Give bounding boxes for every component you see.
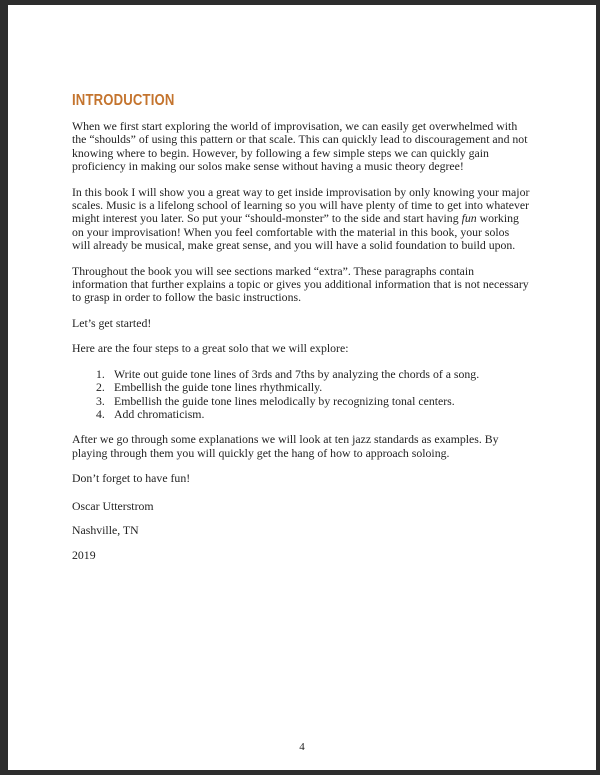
steps-list [72, 368, 530, 422]
signature-year: 2019 [72, 548, 96, 563]
paragraph-jazz-standards: After we go through some explanations we will look at ten jazz standards as examples. By playing through them you will quickly get the hang of how to approach soloing. [72, 432, 499, 460]
section-heading-text: INTRODUCTION [72, 92, 175, 109]
section-heading [72, 93, 530, 109]
page-content [72, 93, 530, 574]
list-marker: 1. [96, 366, 105, 381]
list-item-embellish-rhythmically [96, 381, 530, 394]
list-item-embellish-melodically [96, 395, 530, 408]
author-location: Nashville, TN [72, 523, 139, 538]
list-marker: 3. [96, 393, 105, 408]
list-marker: 2. [96, 380, 105, 395]
list-item-text: Embellish the guide tone lines rhythmically. [114, 380, 323, 395]
list-item-text: Add chromaticism. [114, 406, 205, 421]
signature-block [72, 500, 530, 563]
paragraph-book-overview-end: working on your improvisation! When you feel comfortable with the material in this book, your solos will already be musical, make great sense, and you will have a solid foundation to build upon. [72, 211, 519, 253]
paragraph-lets-get-started: Let’s get started! [72, 315, 152, 330]
author-name: Oscar Utterstrom [72, 498, 154, 513]
paragraph-extra-sections: Throughout the book you will see sections marked “extra”. These paragraphs contain information that further explains a topic or gives you additional information that is not necessary to grasp in order to follow the basic instructions. [72, 263, 529, 305]
paragraph-book-overview-start: In this book I will show you a great way to get inside improvisation by only knowing your major scales. Music is a lifelong school of learning so you will have plenty of time to get into whatever might interest you later. So put your “should-monster” to the side and start having [72, 184, 530, 226]
paragraph-overwhelmed: When we first start exploring the world of improvisation, we can easily get overwhelmed with the “shoulds” of using this pattern or that scale. This can quickly lead to discouragement and not knowing where to begin. However, by following a few simple steps we can quickly gain proficiency in making our solos make sense without having a music theory degree! [72, 119, 528, 174]
italic-word-fun: fun [461, 211, 477, 226]
page-footer [8, 741, 596, 753]
list-marker: 4. [96, 406, 105, 421]
paragraph-four-steps-intro: Here are the four steps to a great solo that we will explore: [72, 341, 349, 356]
list-item-add-chromaticism [96, 408, 530, 421]
list-item-guide-tone-lines [96, 368, 530, 381]
list-item-text: Embellish the guide tone lines melodically by recognizing tonal centers. [114, 393, 455, 408]
page-number: 4 [299, 741, 305, 753]
paragraph-have-fun: Don’t forget to have fun! [72, 471, 191, 486]
paragraph-book-overview [72, 186, 530, 253]
list-item-text: Write out guide tone lines of 3rds and 7ths by analyzing the chords of a song. [114, 366, 480, 381]
